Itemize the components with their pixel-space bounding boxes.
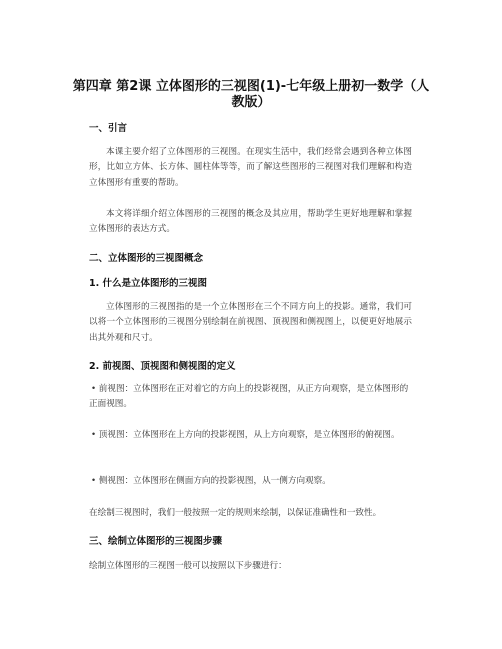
steps-intro-paragraph: 绘制立体图形的三视图一般可以按照以下步骤进行： <box>89 561 287 571</box>
subsection-heading-definitions: 2. 前视图、顶视图和侧视图的定义 <box>89 361 236 372</box>
section-heading-intro: 一、引言 <box>89 123 128 134</box>
after-bullets-paragraph: 在绘制三视图时，我们一般按照一定的规则来绘制，以保证准确性和一致性。 <box>89 508 382 518</box>
intro-paragraph-1: 本课主要介绍了立体图形的三视图。在现实生活中，我们经常会遇到各种立体图形，比如立方体、长方体、圆柱体等等，而了解这些图形的三视图对我们理解和构造立体图形有重要的帮助。 <box>89 147 412 188</box>
bullet-side-view: • 侧视图：立体图形在侧面方向的投影视图，从一侧方向观察。 <box>91 476 331 486</box>
section-heading-concept: 二、立体图形的三视图概念 <box>89 253 204 264</box>
subsection-heading-what: 1. 什么是立体图形的三视图 <box>89 278 208 289</box>
intro-paragraph-2: 本文将详细介绍立体图形的三视图的概念及其应用，帮助学生更好地理解和掌握立体图形的表达方式。 <box>89 209 412 235</box>
section-heading-steps: 三、绘制立体图形的三视图步骤 <box>89 536 223 547</box>
bullet-front-view: • 前视图：立体图形在正对着它的方向上的投影视图，从正方向观察，是立体图形的正面视图。 <box>89 384 409 410</box>
document-title: 第四章 第2课 立体图形的三视图(1)-七年级上册初一数学（人教版） <box>72 79 430 110</box>
bullet-top-view: • 顶视图：立体图形在上方向的投影视图，从上方向观察，是立体图形的俯视图。 <box>91 430 400 440</box>
concept-paragraph: 立体图形的三视图指的是一个立体图形在三个不同方向上的投影。通常，我们可以将一个立体图形的三视图分别绘制在前视图、顶视图和侧视图上，以便更好地展示出其外观和尺寸。 <box>89 302 412 343</box>
